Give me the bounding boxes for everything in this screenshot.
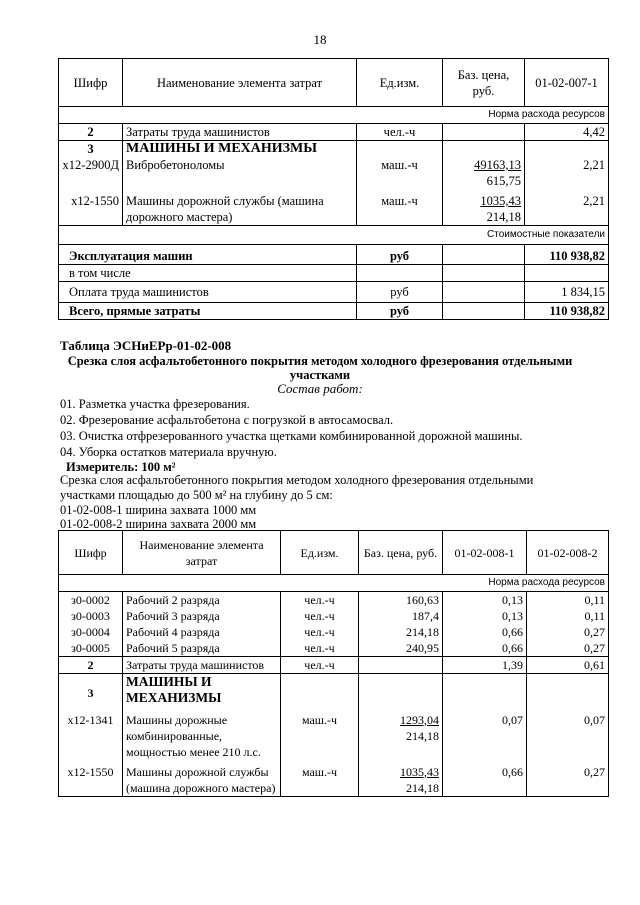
table-title: Таблица ЭСНиЕРр-01-02-008 bbox=[60, 338, 232, 353]
table-row: з0-0004 Рабочий 4 разряда чел.-ч 214,18 0,66 0,27 bbox=[59, 624, 609, 640]
table-row: х12-2900Д Вибробетоноломы маш.-ч 49163,13 615,75 2,21 bbox=[59, 157, 609, 189]
resource-table-1 bbox=[58, 58, 609, 320]
table-row: з0-0003 Рабочий 3 разряда чел.-ч 187,4 0,13 0,11 bbox=[59, 608, 609, 624]
norm-row: Норма расхода ресурсов bbox=[59, 575, 609, 592]
table-header: Шифр Наименование элемента затрат Ед.изм. Баз. цена, руб. 01-02-008-1 01-02-008-2 bbox=[59, 531, 609, 575]
header-unit: Ед.изм. bbox=[357, 59, 443, 107]
cost-label-row: Стоимостные показатели bbox=[59, 226, 609, 245]
table-row: 3 МАШИНЫ И МЕХАНИЗМЫ bbox=[59, 141, 609, 158]
work-item: 04. Уборка остатков материала вручную. bbox=[60, 445, 277, 459]
table-row: х12-1550 Машины дорожной службы (машина дорожного мастера) маш.-ч 1035,43 214,18 2,21 bbox=[59, 189, 609, 226]
cost-row: Эксплуатация машин руб 110 938,82 bbox=[59, 245, 609, 265]
table-row: 3 МАШИНЫ И МЕХАНИЗМЫ bbox=[59, 674, 609, 712]
work-item: 03. Очистка отфрезерованного участка щетками комбинированной дорожной машины. bbox=[60, 429, 523, 443]
variant-1: 01-02-008-1 ширина захвата 1000 мм bbox=[60, 503, 257, 517]
cost-row: Оплата труда машинистов руб 1 834,15 bbox=[59, 282, 609, 303]
header-col1: 01-02-007-1 bbox=[525, 59, 609, 107]
table-header bbox=[59, 59, 609, 107]
header-price: Баз. цена, руб. bbox=[443, 59, 525, 107]
norm-label: Норма расхода ресурсов bbox=[59, 107, 609, 124]
header-code: Шифр bbox=[59, 59, 123, 107]
composition-label: Состав работ: bbox=[277, 381, 363, 396]
work-item: 01. Разметка участка фрезерования. bbox=[60, 397, 250, 411]
description: Срезка слоя асфальтобетонного покрытия методом холодного фрезерования отдельными bbox=[60, 473, 534, 487]
table-row: х12-1550 Машины дорожной службы (машина дорожного мастера) маш.-ч 1035,43 214,18 0,66 0,27 bbox=[59, 760, 609, 797]
description-cont: участками площадью до 500 м² на глубину до 5 см: bbox=[60, 488, 333, 502]
cost-row: в том числе bbox=[59, 265, 609, 282]
page-number: 18 bbox=[313, 32, 327, 47]
meter-label: Измеритель: 100 м² bbox=[66, 460, 176, 474]
section-heading-cont: участками bbox=[289, 368, 351, 382]
norm-row bbox=[59, 107, 609, 124]
work-item: 02. Фрезерование асфальтобетона с погрузкой в автосамосвал. bbox=[60, 413, 394, 427]
table-row: 2 Затраты труда машинистов чел.-ч 1,39 0,61 bbox=[59, 657, 609, 674]
table-row: з0-0005 Рабочий 5 разряда чел.-ч 240,95 0,66 0,27 bbox=[59, 640, 609, 657]
header-name: Наименование элемента затрат bbox=[123, 59, 357, 107]
table-row: х12-1341 Машины дорожные комбинированные, мощностью менее 210 л.с. маш.-ч 1293,04 214,18 0,07 0,07 bbox=[59, 712, 609, 760]
variant-2: 01-02-008-2 ширина захвата 2000 мм bbox=[60, 517, 257, 531]
table-row: 2 Затраты труда машинистов чел.-ч 4,42 bbox=[59, 124, 609, 141]
table-row: з0-0002 Рабочий 2 разряда чел.-ч 160,63 0,13 0,11 bbox=[59, 592, 609, 609]
section-heading: Срезка слоя асфальтобетонного покрытия методом холодного фрезерования отдельными bbox=[67, 354, 573, 368]
cost-row: Всего, прямые затраты руб 110 938,82 bbox=[59, 303, 609, 320]
resource-table-2 bbox=[58, 530, 609, 797]
